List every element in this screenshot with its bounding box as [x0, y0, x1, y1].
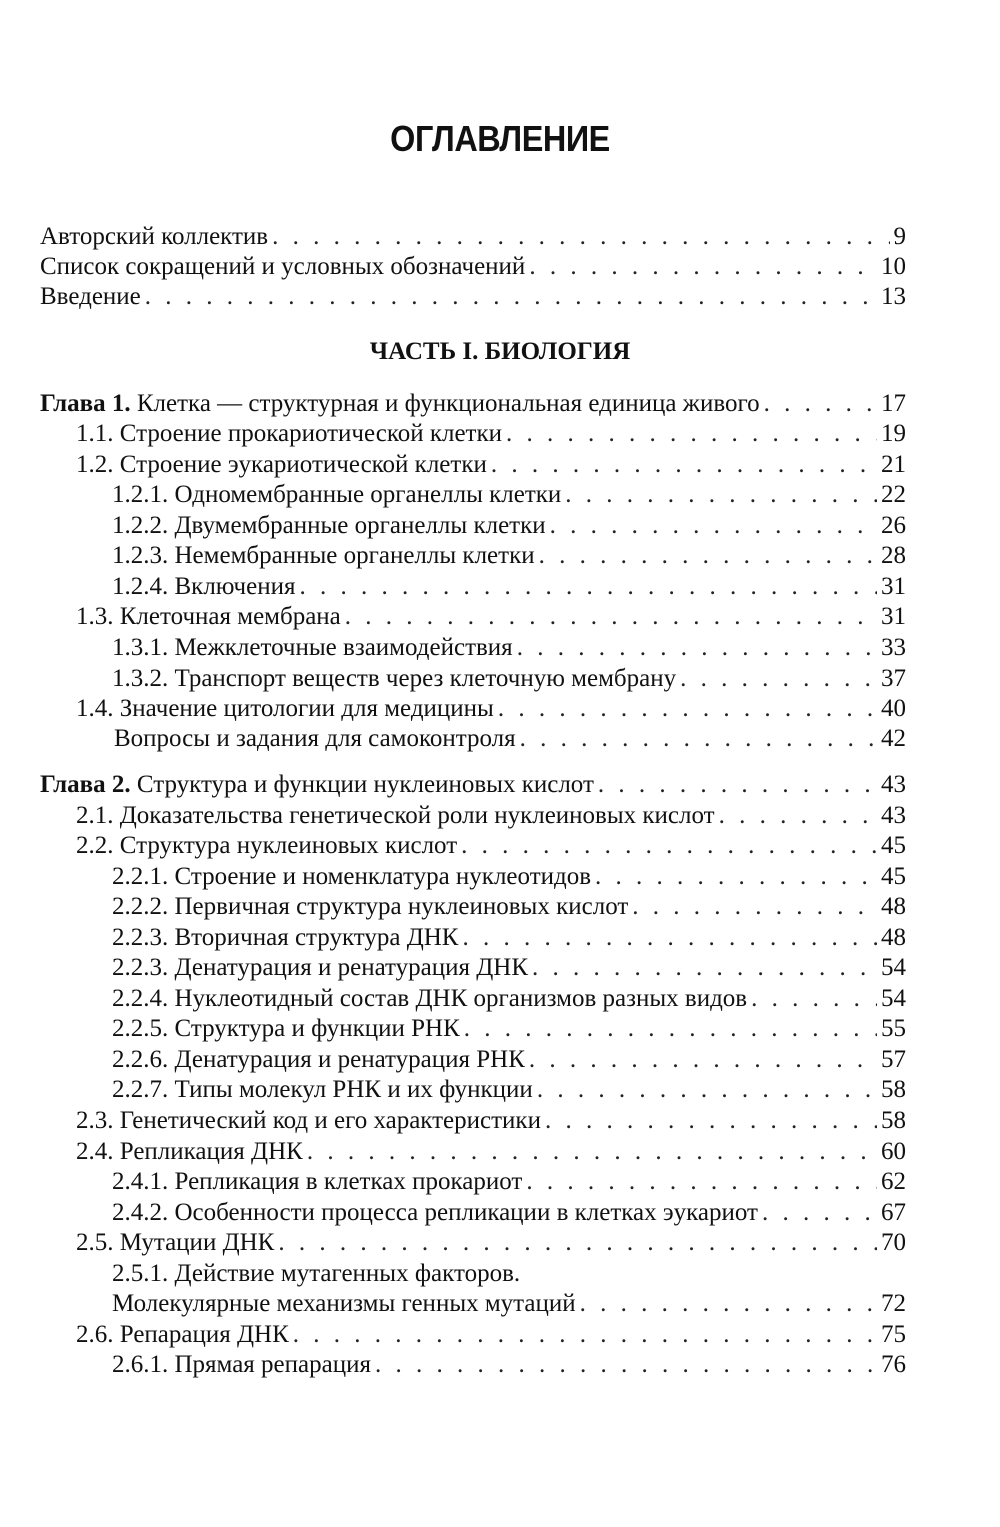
- chapter-title: Клетка — структурная и функциональная единица живого: [136, 390, 760, 417]
- dot-leader: [751, 984, 877, 1014]
- chapter-prefix: Глава 2.: [40, 771, 131, 798]
- dot-leader: [598, 770, 877, 800]
- dot-leader: [498, 694, 877, 724]
- toc-entry[interactable]: [40, 541, 906, 571]
- toc-page-number: 70: [881, 1229, 906, 1256]
- dot-leader: [539, 541, 877, 571]
- toc-page-number: 22: [881, 481, 906, 508]
- dot-leader: [506, 419, 877, 449]
- toc-page-number: 21: [881, 451, 906, 478]
- toc-entry[interactable]: [40, 1075, 906, 1105]
- dot-leader: [491, 450, 877, 480]
- dot-leader: [680, 664, 877, 694]
- dot-leader: [461, 831, 877, 861]
- toc-page-number: 9: [893, 223, 906, 250]
- toc-entry-label: 2.4.1. Репликация в клетках прокариот: [112, 1168, 523, 1195]
- dot-leader: [462, 923, 877, 953]
- toc-entry-label: 2.4.2. Особенности процесса репликации в клетках эукариот: [112, 1199, 758, 1226]
- dot-leader: [375, 1350, 877, 1380]
- toc-entry-label: 2.2.2. Первичная структура нуклеиновых кислот: [112, 893, 629, 920]
- page-title: ОГЛАВЛЕНИЕ: [390, 118, 610, 159]
- toc-page-number: 13: [881, 283, 906, 310]
- toc-entry-label: 1.3. Клеточная мембрана: [76, 603, 341, 630]
- toc-page-number: 17: [881, 390, 906, 417]
- toc-entry-label: Список сокращений и условных обозначений: [40, 253, 526, 280]
- toc-entry[interactable]: [40, 1289, 906, 1319]
- toc-entry-label: 2.5. Мутации ДНК: [76, 1229, 275, 1256]
- toc-entry[interactable]: [40, 953, 906, 983]
- dot-leader: [537, 1075, 877, 1105]
- chapter-title: Структура и функции нуклеиновых кислот: [136, 771, 594, 798]
- dot-leader: [520, 724, 877, 754]
- dot-leader: [145, 282, 877, 312]
- toc-entry-label: 1.2.3. Немембранные органеллы клетки: [112, 542, 535, 569]
- toc-entry[interactable]: [40, 572, 906, 602]
- toc-entry-label: Молекулярные механизмы генных мутаций: [112, 1290, 576, 1317]
- toc-page-number: 31: [881, 573, 906, 600]
- toc-entry[interactable]: [40, 1014, 906, 1044]
- toc-entry-label: 1.2.2. Двумембранные органеллы клетки: [112, 512, 546, 539]
- toc-entry[interactable]: [40, 923, 906, 953]
- toc-entry[interactable]: [40, 602, 906, 632]
- chapter-prefix: Глава 1.: [40, 390, 131, 417]
- dot-leader: [529, 1045, 877, 1075]
- toc-entry[interactable]: [40, 892, 906, 922]
- dot-leader: [532, 953, 877, 983]
- dot-leader: [299, 572, 877, 602]
- toc-entry-label: 2.1. Доказательства генетической роли нуклеиновых кислот: [76, 802, 715, 829]
- toc-entry[interactable]: [40, 282, 906, 312]
- part-heading: ЧАСТЬ I. БИОЛОГИЯ: [369, 338, 631, 365]
- toc-page-number: 76: [881, 1351, 906, 1378]
- toc-entry[interactable]: [40, 1350, 906, 1380]
- dot-leader: [464, 1014, 877, 1044]
- toc-page-number: 75: [881, 1321, 906, 1348]
- toc-entry-label: Вопросы и задания для самоконтроля: [114, 725, 516, 752]
- toc-entry[interactable]: [40, 222, 906, 252]
- toc-entry-label: 2.2.5. Структура и функции РНК: [112, 1015, 460, 1042]
- toc-page-number: 72: [881, 1290, 906, 1317]
- toc-entry[interactable]: [40, 419, 906, 449]
- toc-page-number: 33: [881, 634, 906, 661]
- toc-entry-label: 1.2.4. Включения: [112, 573, 296, 600]
- toc-page-number: 45: [881, 832, 906, 859]
- toc-entry-label: 2.5.1. Действие мутагенных факторов.: [112, 1260, 521, 1287]
- chapter-entry[interactable]: [40, 770, 906, 800]
- toc-page-number: 58: [881, 1107, 906, 1134]
- dot-leader: [272, 222, 889, 252]
- dot-leader: [550, 511, 877, 541]
- toc-page-number: 28: [881, 542, 906, 569]
- toc-entry[interactable]: [40, 633, 906, 663]
- dot-leader: [293, 1320, 877, 1350]
- toc-entry-label: 2.4. Репликация ДНК: [76, 1138, 303, 1165]
- toc-entry-label: 2.2. Структура нуклеиновых кислот: [76, 832, 458, 859]
- toc-entry[interactable]: [40, 1137, 906, 1167]
- toc-page-number: 42: [881, 725, 906, 752]
- dot-leader: [719, 801, 877, 831]
- toc-entry[interactable]: [40, 1198, 906, 1228]
- dot-leader: [580, 1289, 877, 1319]
- toc-entry-label: 2.6. Репарация ДНК: [76, 1321, 289, 1348]
- dot-leader: [307, 1137, 877, 1167]
- toc-entry-label: 1.4. Значение цитологии для медицины: [76, 695, 494, 722]
- toc-entry[interactable]: [40, 831, 906, 861]
- toc-page-number: 45: [881, 863, 906, 890]
- dot-leader: [517, 633, 877, 663]
- toc-page-number: 48: [881, 924, 906, 951]
- toc-page-number: 10: [881, 253, 906, 280]
- toc-page-number: 19: [881, 420, 906, 447]
- toc-entry-label: 2.2.1. Строение и номенклатура нуклеотидов: [112, 863, 592, 890]
- dot-leader: [526, 1167, 877, 1197]
- toc-entry-label: Авторский коллектив: [40, 223, 269, 250]
- toc-page-number: 54: [881, 985, 906, 1012]
- toc-entry[interactable]: [40, 480, 906, 510]
- toc-entry-label: 2.6.1. Прямая репарация: [112, 1351, 371, 1378]
- dot-leader: [762, 1198, 877, 1228]
- dot-leader: [565, 480, 877, 510]
- toc-entry-label: 1.2.1. Одномембранные органеллы клетки: [112, 481, 562, 508]
- toc-entry[interactable]: [40, 1320, 906, 1350]
- toc-entry[interactable]: [40, 1167, 906, 1197]
- toc-entry-label: 2.2.7. Типы молекул РНК и их функции: [112, 1076, 533, 1103]
- toc-entry[interactable]: [40, 862, 906, 892]
- toc-entry[interactable]: [40, 664, 906, 694]
- toc-page-number: 26: [881, 512, 906, 539]
- toc-entry[interactable]: [40, 252, 906, 282]
- toc-entry-label: 2.2.6. Денатурация и ренатурация РНК: [112, 1046, 525, 1073]
- toc-entry-label: 1.3.1. Межклеточные взаимодействия: [112, 634, 513, 661]
- toc-entry-label: 2.2.3. Денатурация и ренатурация ДНК: [112, 954, 529, 981]
- toc-entry[interactable]: [40, 1228, 906, 1258]
- dot-leader: [764, 389, 877, 419]
- toc-entry-label: 2.2.3. Вторичная структура ДНК: [112, 924, 459, 951]
- toc-entry-label: 1.1. Строение прокариотической клетки: [76, 420, 502, 447]
- toc-entry[interactable]: [40, 801, 906, 831]
- toc-entry[interactable]: [40, 984, 906, 1014]
- toc-page-number: 67: [881, 1199, 906, 1226]
- dot-leader: [529, 252, 877, 282]
- toc-entry[interactable]: [40, 1106, 906, 1136]
- toc-page-number: 60: [881, 1138, 906, 1165]
- toc-entry-label: Введение: [40, 283, 141, 310]
- chapter-entry[interactable]: [40, 389, 906, 419]
- toc-entry[interactable]: [40, 1259, 906, 1289]
- toc-page-number: 54: [881, 954, 906, 981]
- toc-page-number: 57: [881, 1046, 906, 1073]
- toc-entry[interactable]: [40, 1045, 906, 1075]
- toc-entry-label: 2.2.4. Нуклеотидный состав ДНК организмов разных видов: [112, 985, 748, 1012]
- dot-leader: [595, 862, 877, 892]
- toc-entry[interactable]: [40, 724, 906, 754]
- toc-entry[interactable]: [40, 511, 906, 541]
- toc-page-number: 37: [881, 665, 906, 692]
- toc-page-number: 43: [881, 771, 906, 798]
- dot-leader: [345, 602, 877, 632]
- toc-entry[interactable]: [40, 694, 906, 724]
- toc-page-number: 55: [881, 1015, 906, 1042]
- dot-leader: [545, 1106, 877, 1136]
- toc-page-number: 58: [881, 1076, 906, 1103]
- toc-page-number: 48: [881, 893, 906, 920]
- dot-leader: [278, 1228, 877, 1258]
- toc-page-number: 62: [881, 1168, 906, 1195]
- toc-page-number: 43: [881, 802, 906, 829]
- toc-page-number: 31: [881, 603, 906, 630]
- toc-page-number: 40: [881, 695, 906, 722]
- dot-leader: [632, 892, 877, 922]
- toc-entry[interactable]: [40, 450, 906, 480]
- toc-entry-label: 1.3.2. Транспорт веществ через клеточную мембрану: [112, 665, 677, 692]
- toc-entry-label: 1.2. Строение эукариотической клетки: [76, 451, 487, 478]
- toc-entry-label: 2.3. Генетический код и его характеристики: [76, 1107, 541, 1134]
